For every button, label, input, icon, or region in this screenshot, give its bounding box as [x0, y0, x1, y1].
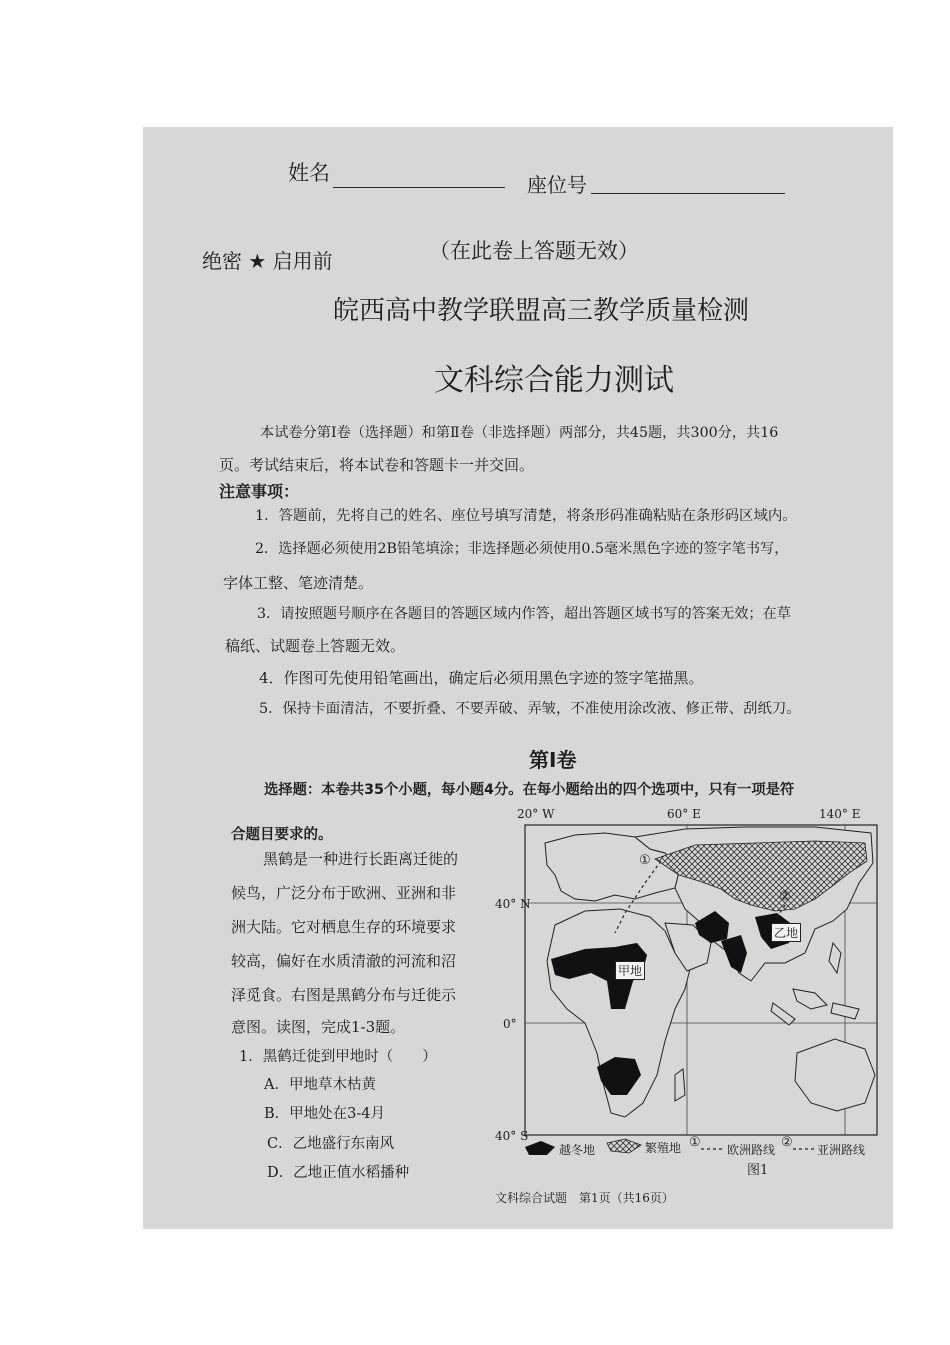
legend-route1-num: ① [689, 1135, 701, 1150]
passage-line-5: 泽觅食。右图是黑鹤分布与迁徙示 [231, 986, 457, 1004]
name-underline [333, 187, 505, 188]
new-guinea-island [831, 1003, 859, 1019]
section-title: 第Ⅰ卷 [529, 748, 577, 772]
intro-line-2: 页。考试结束后，将本试卷和答题卡一并交回。 [219, 456, 535, 474]
philippines-island [829, 943, 841, 973]
legend-route2-label: 亚洲路线 [817, 1143, 866, 1157]
passage-line-1: 黑鹤是一种进行长距离迁徙的 [263, 850, 459, 868]
lat-label-equator: 0° [503, 1017, 517, 1031]
place-label-b: 乙地 [771, 923, 801, 942]
intro-line-1: 本试卷分第Ⅰ卷（选择题）和第Ⅱ卷（非选择题）两部分，共45题，共300分，共16 [260, 425, 779, 441]
passage-line-4: 较高，偏好在水质清澈的河流和沼 [231, 952, 457, 970]
note-3a: 3．请按照题号顺序在各题目的答题区域内作答，超出答题区域书写的答案无效；在草 [257, 606, 791, 622]
legend-winter-label: 越冬地 [559, 1143, 596, 1157]
section-instruction-1: 选择题：本卷共35个小题，每小题4分。在每小题给出的四个选项中，只有一项是符 [264, 782, 795, 798]
sumatra-island [771, 1003, 795, 1025]
notes-heading: 注意事项： [219, 482, 300, 501]
legend-route1-label: 欧洲路线 [727, 1143, 776, 1157]
note-2a: 2．选择题必须使用2B铅笔填涂；非选择题必须使用0.5毫米黑色字迹的签字笔书写， [255, 541, 789, 557]
seat-underline [591, 193, 785, 194]
note-4: 4．作图可先使用铅笔画出，确定后必须用黑色字迹的签字笔描黑。 [259, 669, 704, 687]
route-1-marker: ① [639, 853, 651, 868]
note-3b: 稿纸、试题卷上答题无效。 [225, 637, 406, 655]
legend-breed-label: 繁殖地 [645, 1141, 682, 1155]
section-instruction-2: 合题目要求的。 [231, 827, 333, 843]
figure-caption: 图1 [747, 1163, 769, 1178]
question-1-option-b[interactable]: B．甲地处在3-4月 [264, 1106, 386, 1122]
seat-label: 座位号 [527, 173, 587, 197]
passage-line-2: 候鸟，广泛分布于欧洲、亚洲和非 [231, 884, 457, 902]
secret-label: 绝密 ★ 启用前 [202, 249, 333, 273]
note-1: 1．答题前，先将自己的姓名、座位号填写清楚，将条形码准确粘贴在条形码区域内。 [255, 508, 797, 524]
lon-label-140e: 140° E [819, 807, 861, 821]
note-2b: 字体工整、笔迹清楚。 [223, 574, 374, 592]
exam-subtitle: 文科综合能力测试 [434, 363, 674, 398]
madagascar-island [675, 1069, 685, 1101]
question-1-stem: 1．黑鹤迁徙到甲地时（ ） [239, 1049, 437, 1065]
legend-route2-num: ② [781, 1135, 793, 1150]
map-svg [515, 813, 885, 1163]
lat-label-40n: 40° N [495, 897, 531, 911]
page-footer: 文科综合试题 第1页（共16页） [495, 1191, 674, 1205]
lon-label-60e: 60° E [667, 807, 701, 821]
legend-breed-symbol [607, 1139, 641, 1153]
legend-winter-symbol [525, 1141, 555, 1155]
question-1-option-c[interactable]: C．乙地盛行东南风 [267, 1136, 395, 1152]
exam-title: 皖西高中教学联盟高三教学质量检测 [333, 296, 750, 326]
name-label: 姓名 [288, 161, 330, 185]
crane-migration-map [495, 807, 885, 1178]
borneo-island [793, 989, 827, 1009]
lon-label-20w: 20° W [517, 807, 555, 821]
question-1-option-a[interactable]: A．甲地草木枯黄 [264, 1077, 376, 1093]
note-5: 5．保持卡面清洁，不要折叠、不要弄破、弄皱，不准使用涂改液、修正带、刮纸刀。 [259, 701, 801, 717]
australia-landmass [795, 1039, 875, 1111]
exam-page [143, 127, 893, 1229]
invalid-notice: （在此卷上答题无效） [429, 239, 639, 263]
route-2-marker: ② [779, 889, 791, 904]
passage-line-6: 意图。读图，完成1-3题。 [231, 1018, 406, 1036]
question-1-option-d[interactable]: D．乙地正值水稻播种 [267, 1165, 410, 1181]
lat-label-40s: 40° S [495, 1129, 529, 1143]
place-label-a: 甲地 [615, 961, 645, 980]
passage-line-3: 洲大陆。它对栖息生存的环境要求 [231, 918, 457, 936]
